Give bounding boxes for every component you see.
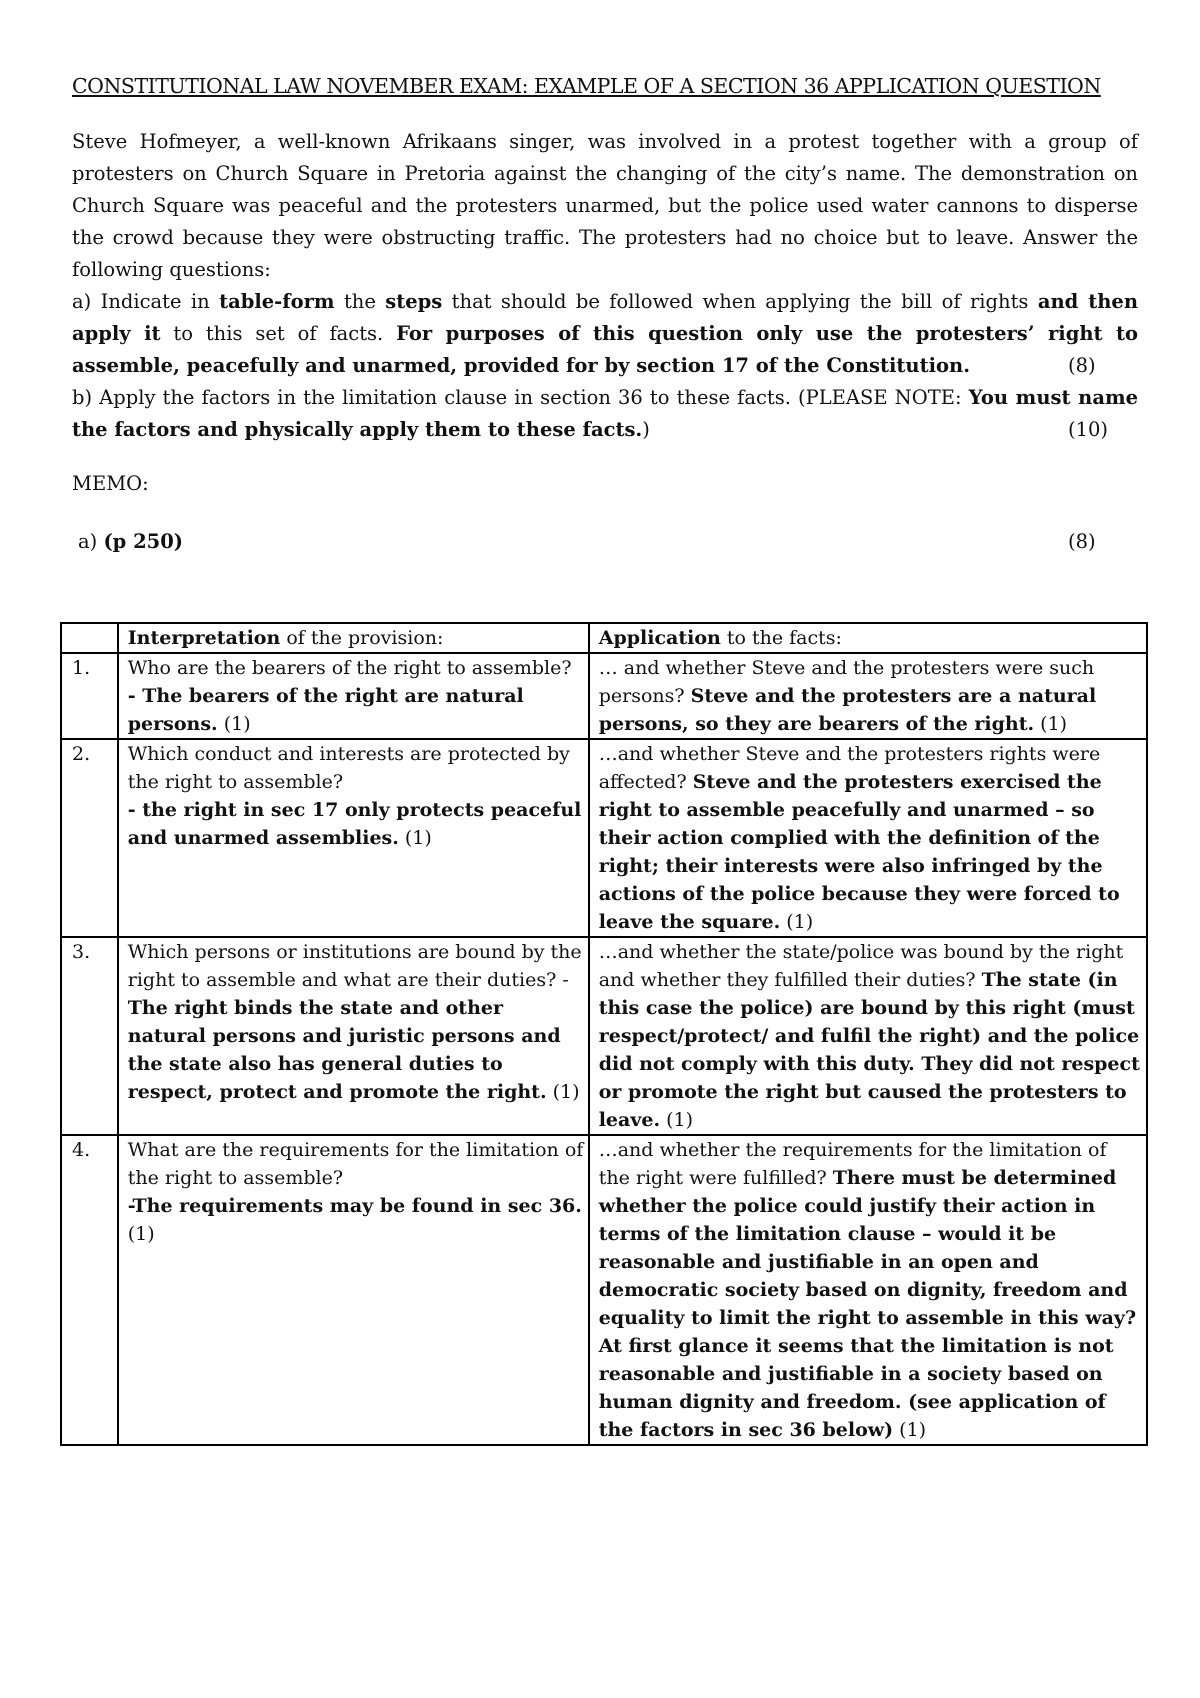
document-page	[72, 70, 1138, 558]
interp-mark: (1)	[127, 1223, 155, 1245]
interpretation-cell	[118, 1135, 589, 1445]
header-app-bold: Application	[598, 627, 721, 649]
qb-text-1: b) Apply the factors in the limitation clause in section 36 to these facts. (PLEASE NOTE:	[72, 386, 969, 409]
table-header-row	[61, 623, 1147, 653]
qb-text-2: )	[642, 418, 650, 441]
interp-answer: The right binds the state and other natural persons and juristic persons and the state also has general duties to respect, protect and promote the right.	[127, 997, 561, 1103]
table-row	[61, 937, 1147, 1135]
qa-text-3: that should be followed when applying the bill of rights	[442, 290, 1038, 313]
application-cell	[589, 653, 1147, 739]
question-b	[72, 382, 1138, 446]
interp-mark: (1)	[546, 1081, 580, 1103]
interpretation-cell	[118, 739, 589, 937]
qb-bold-1: You must name the factors and physically apply them to these facts.	[72, 386, 1138, 441]
memo-table	[60, 622, 1148, 1446]
qa-bold-3: and then apply it	[72, 290, 1138, 345]
interp-answer: -The requirements may be found in sec 36.	[127, 1195, 582, 1217]
qa-bold-1: table-form	[219, 290, 335, 313]
app-answer: Steve and the protesters are a natural persons, so they are bearers of the right.	[598, 685, 1097, 735]
app-mark: (1)	[780, 911, 814, 933]
memo-part-a	[72, 526, 1138, 558]
memo-label: MEMO:	[72, 472, 149, 495]
header-interpretation	[118, 623, 589, 653]
qa-bold-4: For purposes of this question only use the protesters’ right to assemble, peacefully and unarmed, provided for by section 17 of the Constitution.	[72, 322, 1138, 377]
interpretation-cell	[118, 653, 589, 739]
part-a-ref: (p 250)	[103, 530, 184, 553]
table-row	[61, 739, 1147, 937]
interpretation-cell	[118, 937, 589, 1135]
header-interp-rest: of the provision:	[280, 627, 444, 649]
app-mark: (1)	[1034, 713, 1068, 735]
facts-paragraph: Steve Hofmeyer, a well-known Afrikaans singer, was involved in a protest together with a group of protesters on Church Square in Pretoria against the changing of the city’s name. The demonstration on Church Square was peaceful and the protesters unarmed, but the police used water cannons to disperse the crowd because they were obstructing traffic. The protesters had no choice but to leave. Answer the following questions:	[72, 130, 1138, 281]
interp-question: What are the requirements for the limitation of the right to assemble?	[127, 1139, 584, 1189]
app-mark: (1)	[893, 1419, 927, 1441]
app-mark: (1)	[660, 1109, 694, 1131]
qb-marks: (10)	[1068, 418, 1109, 441]
application-cell	[589, 739, 1147, 937]
question-block	[72, 126, 1138, 446]
qa-text-1: a) Indicate in	[72, 290, 220, 313]
interp-question: Which persons or institutions are bound by the right to assemble and what are their duties? -	[127, 941, 582, 991]
interp-mark: (1)	[398, 827, 432, 849]
app-question: … and whether Steve and the protesters were such persons?	[598, 657, 1095, 707]
header-app-rest: to the facts:	[720, 627, 842, 649]
interp-question: Which conduct and interests are protected by the right to assemble?	[127, 743, 570, 793]
table-row	[61, 1135, 1147, 1445]
interp-mark: (1)	[217, 713, 251, 735]
app-question: …and whether the state/police was bound by the right and whether they fulfilled their duties?	[598, 941, 1124, 991]
qa-marks: (8)	[1068, 354, 1096, 377]
qa-text-2: the	[334, 290, 386, 313]
part-a-prefix: a)	[78, 530, 104, 553]
header-interp-bold: Interpretation	[127, 627, 281, 649]
interp-question: Who are the bearers of the right to assemble?	[127, 657, 572, 679]
row-number: 4.	[61, 1135, 118, 1445]
qa-text-4: to this set of facts.	[160, 322, 397, 345]
header-application	[589, 623, 1147, 653]
page-title: CONSTITUTIONAL LAW NOVEMBER EXAM: EXAMPLE OF A SECTION 36 APPLICATION QUESTION	[72, 74, 1101, 98]
app-answer: Steve and the protesters exercised the right to assemble peacefully and unarmed – so their action complied with the definition of the right; their interests were also infringed by the actions of the police because they were forced to leave the square.	[598, 771, 1120, 933]
app-question: …and whether the requirements for the limitation of the right were fulfilled?	[598, 1139, 1107, 1189]
header-num-cell	[61, 623, 118, 653]
table-row	[61, 653, 1147, 739]
row-number: 1.	[61, 653, 118, 739]
app-question: …and whether Steve and the protesters rights were affected?	[598, 743, 1101, 793]
app-answer: The state (in this case the police) are bound by this right (must respect/protect/ and fulfil the right) and the police did not comply with this duty. They did not respect or promote the right but caused the protesters to leave.	[598, 969, 1140, 1131]
app-answer: There must be determined whether the police could justify their action in terms of the limitation clause – would it be reasonable and justifiable in an open and democratic society based on dignity, freedom and equality to limit the right to assemble in this way? At first glance it seems that the limitation is not reasonable and justifiable in a society based on human dignity and freedom. (see application of the factors in sec 36 below)	[598, 1167, 1137, 1441]
interp-answer: - the right in sec 17 only protects peaceful and unarmed assemblies.	[127, 799, 582, 849]
interp-answer: - The bearers of the right are natural persons.	[127, 685, 524, 735]
application-cell	[589, 937, 1147, 1135]
qa-bold-2: steps	[385, 290, 443, 313]
application-cell	[589, 1135, 1147, 1445]
row-number: 3.	[61, 937, 118, 1135]
question-a	[72, 286, 1138, 382]
row-number: 2.	[61, 739, 118, 937]
part-a-marks: (8)	[1068, 530, 1096, 553]
